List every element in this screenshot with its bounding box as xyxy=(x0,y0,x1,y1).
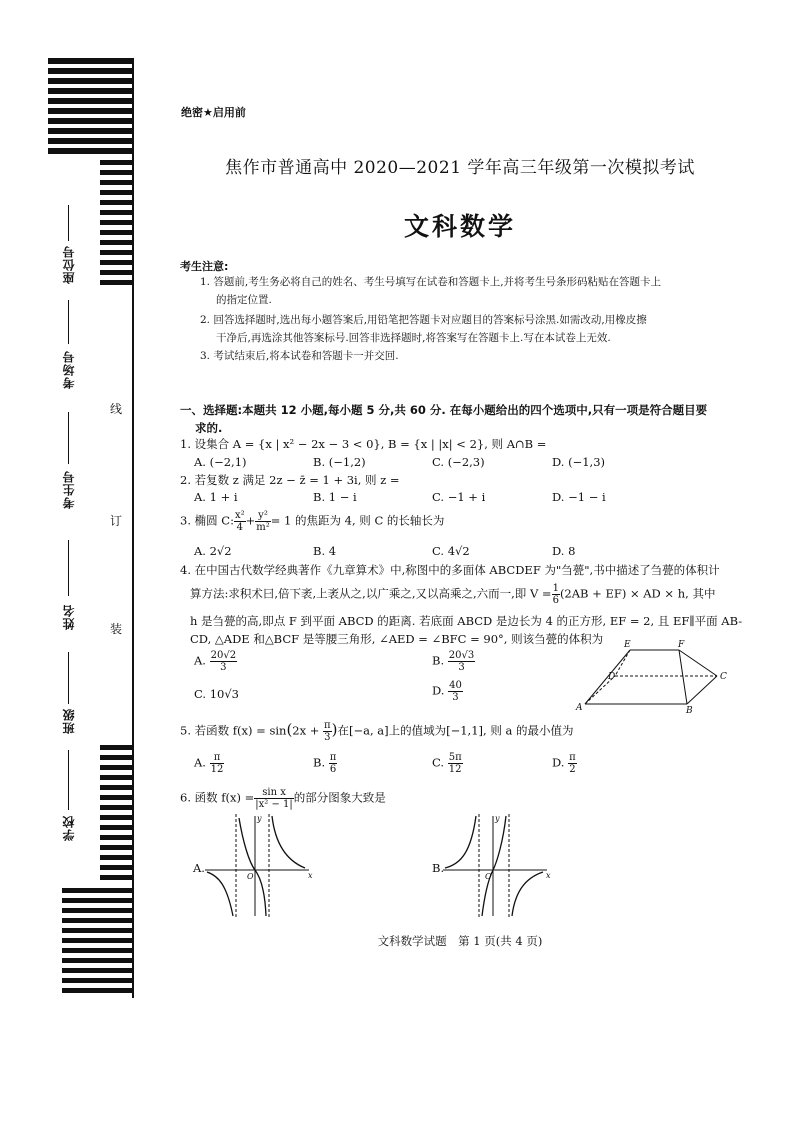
notice-line-1: 1. 答题前,考生务必将自己的姓名、考生号填写在试卷和答题卡上,并将考生号条形码粘贴在答题卡上 xyxy=(200,276,662,288)
graph-b-curve-right xyxy=(512,872,543,916)
q3-option-a: A. 2√2 xyxy=(194,544,232,558)
q6-graph-a xyxy=(205,812,315,920)
q2-stem: 2. 若复数 z 满足 2z − z̄ = 1 + 3i, 则 z = xyxy=(180,473,400,487)
q2-option-c: C. −1 + i xyxy=(432,490,486,504)
q1-option-a: A. (−2,1) xyxy=(194,455,247,469)
notice-line-4: 干净后,再选涂其他答案标号.回答非选择题时,将答案写在答题卡上.写在本试卷上无效. xyxy=(216,332,611,344)
notice-line-2: 的指定位置. xyxy=(216,294,272,306)
edge-FB xyxy=(679,650,687,704)
q4-a-num: 20√2 xyxy=(210,650,237,661)
q6-pre: 6. 函数 f(x) = xyxy=(180,790,255,805)
q4-line4: CD, △ADE 和△BCF 是等腰三角形, ∠AED = ∠BFC = 90°, 则该刍甍的体积为 xyxy=(190,632,604,646)
q5-inner: 2x + xyxy=(292,723,324,738)
exam-title: 焦作市普通高中 2020—2021 学年高三年级第一次模拟考试 xyxy=(225,158,695,178)
q5-stem: 5. 若函数 f(x) = sin(2x + $\frac{\pi}{3}$ )在[−a, a]上的值域为[−1,1], 则 a 的最小值为 xyxy=(180,720,574,743)
q5-option-b xyxy=(313,752,337,775)
q5-stem-a: 5. 若函数 f(x) = sin xyxy=(180,723,287,738)
q4-a-frac xyxy=(210,650,237,673)
q4-frac-den: 6 xyxy=(552,595,559,606)
q3-frac-2 xyxy=(255,510,271,533)
q3-post: = 1 的焦距为 4, 则 C 的长轴长为 xyxy=(270,513,445,528)
q3-plus: + xyxy=(245,513,256,528)
edge-ED xyxy=(615,650,630,676)
name-label: 姓名 xyxy=(62,604,76,630)
q3-frac-1 xyxy=(234,510,246,533)
q6-graph-b xyxy=(443,812,553,920)
q6-option-b-label: B. xyxy=(432,861,445,875)
class-underline xyxy=(68,652,69,704)
q5-pi-den: 3 xyxy=(324,732,331,743)
q5-b-frac xyxy=(329,752,338,775)
q5-a-den: 12 xyxy=(210,764,224,775)
edge-FC xyxy=(679,650,717,676)
edge-BC xyxy=(687,676,717,704)
q5-c-pre: C. xyxy=(432,755,445,770)
q2-option-b: B. 1 − i xyxy=(313,490,357,504)
q6-post: 的部分图象大致是 xyxy=(293,790,386,805)
vertex-C: C xyxy=(720,672,727,682)
q4-option-c: C. 10√3 xyxy=(194,687,239,701)
q5-a-frac xyxy=(210,752,225,775)
q5-d-den: 2 xyxy=(569,764,576,775)
graph-a-curve-right xyxy=(272,816,305,868)
q1-option-d: D. (−1,3) xyxy=(552,455,606,469)
q4-line1: 4. 在中国古代数学经典著作《九章算术》中,称图中的多面体 ABCDEF 为"刍甍",书中描述了刍甍的体积计 xyxy=(180,563,720,577)
q3-option-b: B. 4 xyxy=(313,544,337,558)
q4-b-den: 3 xyxy=(458,662,465,673)
school-label: 学校 xyxy=(62,815,76,841)
class-label: 班级 xyxy=(62,708,76,734)
q4-b-frac xyxy=(448,650,475,673)
q4-line2 xyxy=(190,583,715,606)
q3-frac-2-den: m² xyxy=(256,522,270,533)
q5-b-num: π xyxy=(329,752,337,763)
q2-option-a: A. 1 + i xyxy=(194,490,238,504)
page-footer: 文科数学试题 第 1 页(共 4 页) xyxy=(377,934,543,948)
q3-pre: 3. 椭圆 C: xyxy=(180,513,234,528)
q1-option-c: C. (−2,3) xyxy=(432,455,485,469)
q4-d-den: 3 xyxy=(452,692,459,703)
q1-stem: 1. 设集合 A = {x | x² − 2x − 3 < 0}, B = {x | |x| < 2}, 则 A∩B = xyxy=(180,437,547,451)
q4-frac xyxy=(552,583,560,606)
graph-a-origin: O xyxy=(247,872,254,881)
q5-option-d xyxy=(552,752,577,775)
q3-frac-2-num: y² xyxy=(255,510,271,522)
graph-a-x-label: x xyxy=(308,871,313,880)
q5-pi-frac xyxy=(323,720,332,743)
q6-option-a-label: A. xyxy=(193,861,205,875)
vertex-E: E xyxy=(624,640,631,650)
room-underline xyxy=(68,300,69,344)
graph-b-curve-mid xyxy=(482,816,506,916)
section1-line2: 求的. xyxy=(195,421,223,435)
secret-mark: 绝密★启用前 xyxy=(181,106,246,119)
graph-b-x-label: x xyxy=(546,871,551,880)
q4-line2-b: (2AB + EF) × AD × h, 其中 xyxy=(559,586,716,601)
q6-frac-den: |x² − 1| xyxy=(255,799,293,810)
q5-d-num: π xyxy=(569,752,576,763)
q5-c-den: 12 xyxy=(448,764,462,775)
seat-underline xyxy=(68,205,69,241)
graph-b-curve-left xyxy=(445,816,476,868)
q4-b-num: 20√3 xyxy=(448,650,475,661)
q5-stem-b: 在[−a, a]上的值域为[−1,1], 则 a 的最小值为 xyxy=(337,723,574,738)
graph-a-y-label: y xyxy=(257,814,262,823)
q4-b-pre: B. xyxy=(432,653,445,668)
binding-bars-upper-right xyxy=(100,160,134,290)
binding-line-char: 线 xyxy=(110,402,123,416)
examinee-label: 考生号 xyxy=(62,470,76,509)
q4-line3: h 是刍甍的高,即点 F 到平面 ABCD 的距离. 若底面 ABCD 是边长为 4 的正方形, EF = 2, 且 EF∥平面 AB- xyxy=(190,614,743,628)
q2-option-d: D. −1 − i xyxy=(552,490,606,504)
binding-bars-bottom xyxy=(62,888,134,998)
examinee-underline xyxy=(68,412,69,464)
graph-b-origin: O xyxy=(485,872,492,881)
q4-d-num: 40 xyxy=(449,680,462,691)
notice-line-3: 2. 回答选择题时,选出每小题答案后,用铅笔把答题卡对应题目的答案标号涂黑.如需改动,用橡皮擦 xyxy=(200,314,647,326)
q4-line2-a: 算方法:求积术曰,倍下袤,上袤从之,以广乘之,又以高乘之,六而一,即 V = xyxy=(190,586,552,601)
notice-line-5: 3. 考试结束后,将本试卷和答题卡一并交回. xyxy=(200,350,399,362)
q3-option-c: C. 4√2 xyxy=(432,544,470,558)
binding-bars-top xyxy=(48,58,134,158)
seat-label: 座位号 xyxy=(62,245,76,284)
binding-bars-lower-right xyxy=(100,745,134,885)
q5-d-frac xyxy=(568,752,577,775)
q4-option-d xyxy=(432,680,463,703)
q5-option-a xyxy=(194,752,224,775)
q5-c-frac xyxy=(448,752,463,775)
q6-frac-num: sin x xyxy=(254,787,294,799)
q4-option-a xyxy=(194,650,237,673)
q5-pi-num: π xyxy=(324,720,331,731)
q5-a-num: π xyxy=(210,752,225,764)
graph-b-y-label: y xyxy=(495,814,500,823)
q6-frac xyxy=(254,787,294,810)
name-underline xyxy=(68,540,69,596)
q5-b-pre: B. xyxy=(313,755,326,770)
q3-stem xyxy=(180,510,444,533)
q6-stem xyxy=(180,787,386,810)
q1-option-b: B. (−1,2) xyxy=(313,455,366,469)
q4-option-b xyxy=(432,650,475,673)
q4-polyhedron-figure xyxy=(575,636,735,714)
vertex-F: F xyxy=(678,640,685,650)
q4-d-pre: D. xyxy=(432,683,445,698)
binding-bind-char: 装 xyxy=(110,622,123,636)
notice-heading: 考生注意: xyxy=(180,260,229,273)
graph-a-curve-mid xyxy=(239,818,266,916)
q4-a-pre: A. xyxy=(194,653,206,668)
section1-line1: 一、选择题:本题共 12 小题,每小题 5 分,共 60 分. 在每小题给出的四个选项中,只有一项是符合题目要 xyxy=(180,403,708,417)
vertex-A: A xyxy=(576,703,583,713)
q3-frac-1-den: 4 xyxy=(236,522,243,533)
q3-frac-1-num: x² xyxy=(234,510,245,521)
q5-b-den: 6 xyxy=(329,764,337,775)
binding-order-char: 订 xyxy=(110,514,123,528)
q5-c-num: 5π xyxy=(448,752,462,763)
q4-frac-num: 1 xyxy=(552,583,559,594)
q4-d-frac xyxy=(448,680,463,703)
subject-title: 文科数学 xyxy=(403,212,516,241)
q5-a-pre: A. xyxy=(194,755,206,770)
room-label: 考场号 xyxy=(62,350,76,389)
q5-option-c xyxy=(432,752,463,775)
vertex-D: D xyxy=(608,672,616,682)
vertex-B: B xyxy=(686,706,693,714)
q3-option-d: D. 8 xyxy=(552,544,576,558)
school-underline xyxy=(68,750,69,810)
q5-d-pre: D. xyxy=(552,755,565,770)
graph-a-curve-left xyxy=(207,872,233,916)
q4-a-den: 3 xyxy=(220,662,227,673)
